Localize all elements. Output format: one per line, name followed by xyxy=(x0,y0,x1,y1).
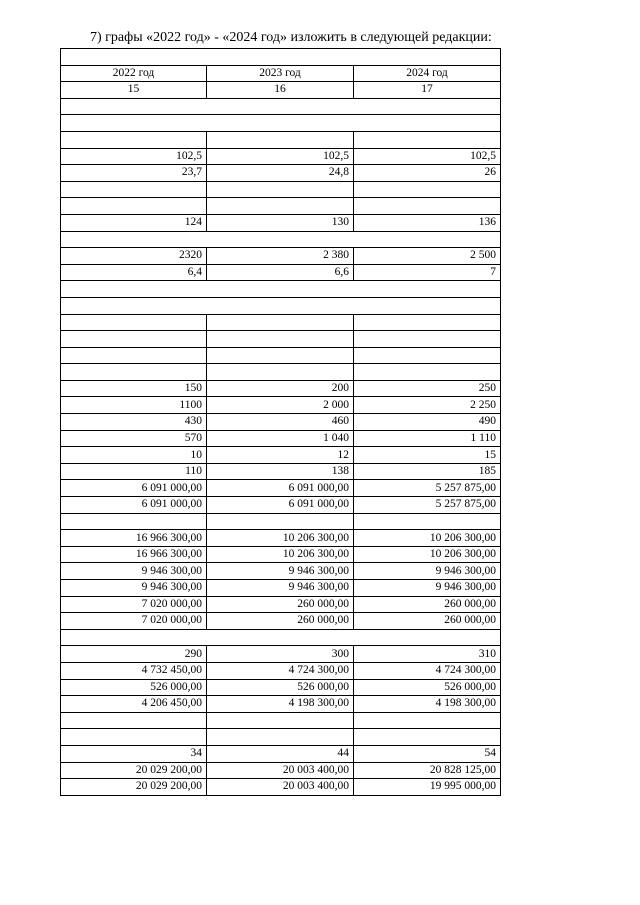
table-row xyxy=(61,497,501,514)
table-row xyxy=(61,131,501,148)
table-cell: 4 198 300,00 xyxy=(354,696,501,713)
table-cell: 6 091 000,00 xyxy=(207,480,354,497)
table-cell: 6 091 000,00 xyxy=(61,480,207,497)
table-row xyxy=(61,712,501,729)
table-cell: 6 091 000,00 xyxy=(207,497,354,514)
table-cell xyxy=(207,198,354,215)
table-cell: 15 xyxy=(61,82,207,99)
table-cell: 34 xyxy=(61,745,207,762)
table-row xyxy=(61,264,501,281)
table-cell xyxy=(61,131,207,148)
table-cell: 23,7 xyxy=(61,165,207,182)
table-row xyxy=(61,148,501,165)
table-cell: 570 xyxy=(61,430,207,447)
table-cell: 200 xyxy=(207,380,354,397)
table-cell xyxy=(61,513,207,530)
table-cell: 5 257 875,00 xyxy=(354,480,501,497)
table-cell: 250 xyxy=(354,380,501,397)
table-cell: 1100 xyxy=(61,397,207,414)
table-cell: 460 xyxy=(207,414,354,431)
table-cell: 9 946 300,00 xyxy=(354,580,501,597)
table-cell-merged xyxy=(61,297,501,314)
table-cell: 9 946 300,00 xyxy=(207,580,354,597)
table-row xyxy=(61,447,501,464)
table-cell: 24,8 xyxy=(207,165,354,182)
table-row xyxy=(61,613,501,630)
table-cell xyxy=(354,729,501,746)
table-cell: 310 xyxy=(354,646,501,663)
table-row xyxy=(61,248,501,265)
table-cell: 430 xyxy=(61,414,207,431)
table-cell: 260 000,00 xyxy=(207,596,354,613)
table-row xyxy=(61,513,501,530)
table-row xyxy=(61,679,501,696)
table-cell xyxy=(61,347,207,364)
table-row xyxy=(61,430,501,447)
table-cell: 2 380 xyxy=(207,248,354,265)
table-cell: 2 250 xyxy=(354,397,501,414)
table-cell: 136 xyxy=(354,214,501,231)
table-cell: 16 966 300,00 xyxy=(61,546,207,563)
table-row xyxy=(61,198,501,215)
table-cell: 300 xyxy=(207,646,354,663)
table-cell: 12 xyxy=(207,447,354,464)
table-cell: 19 995 000,00 xyxy=(354,779,501,796)
table-row xyxy=(61,646,501,663)
table-cell: 16 966 300,00 xyxy=(61,530,207,547)
table-cell-merged xyxy=(61,98,501,115)
table-row xyxy=(61,331,501,348)
table-cell: 20 003 400,00 xyxy=(207,779,354,796)
table-cell: 20 029 200,00 xyxy=(61,779,207,796)
table-cell: 2 500 xyxy=(354,248,501,265)
table-cell xyxy=(207,712,354,729)
table-cell xyxy=(354,347,501,364)
table-cell xyxy=(61,314,207,331)
table-cell xyxy=(207,364,354,381)
table-cell: 185 xyxy=(354,463,501,480)
table-cell: 4 206 450,00 xyxy=(61,696,207,713)
table-row xyxy=(61,165,501,182)
table-row xyxy=(61,281,501,298)
table-cell: 5 257 875,00 xyxy=(354,497,501,514)
table-cell: 102,5 xyxy=(207,148,354,165)
table-cell: 110 xyxy=(61,463,207,480)
table-cell: 6 091 000,00 xyxy=(61,497,207,514)
table-cell: 7 020 000,00 xyxy=(61,596,207,613)
table-cell xyxy=(207,513,354,530)
table-cell xyxy=(61,331,207,348)
table-row xyxy=(61,297,501,314)
table-cell: 16 xyxy=(207,82,354,99)
table-cell: 1 040 xyxy=(207,430,354,447)
table-cell: 4 198 300,00 xyxy=(207,696,354,713)
table-cell: 102,5 xyxy=(61,148,207,165)
table-cell: 9 946 300,00 xyxy=(207,563,354,580)
table-cell: 10 xyxy=(61,447,207,464)
table-cell xyxy=(207,729,354,746)
table-row xyxy=(61,779,501,796)
table-row xyxy=(61,65,501,82)
table-cell xyxy=(354,331,501,348)
table-cell xyxy=(354,314,501,331)
table-cell: 9 946 300,00 xyxy=(354,563,501,580)
table-cell xyxy=(207,181,354,198)
values-table-body xyxy=(61,49,501,796)
table-cell: 26 xyxy=(354,165,501,182)
table-row xyxy=(61,397,501,414)
table-row xyxy=(61,480,501,497)
table-cell xyxy=(354,364,501,381)
table-cell: 2023 год xyxy=(207,65,354,82)
table-cell: 54 xyxy=(354,745,501,762)
table-cell xyxy=(354,131,501,148)
table-cell: 4 732 450,00 xyxy=(61,662,207,679)
table-row xyxy=(61,530,501,547)
table-cell-merged xyxy=(61,49,501,66)
table-cell: 2320 xyxy=(61,248,207,265)
table-cell: 260 000,00 xyxy=(354,613,501,630)
table-row xyxy=(61,696,501,713)
table-cell xyxy=(207,314,354,331)
table-cell xyxy=(207,331,354,348)
document-heading: 7) графы «2022 год» - «2024 год» изложить в следующей редакции: xyxy=(90,30,492,45)
table-cell xyxy=(61,181,207,198)
table-cell: 102,5 xyxy=(354,148,501,165)
table-row xyxy=(61,214,501,231)
table-cell: 526 000,00 xyxy=(354,679,501,696)
table-row xyxy=(61,364,501,381)
table-cell: 44 xyxy=(207,745,354,762)
table-cell: 526 000,00 xyxy=(61,679,207,696)
table-cell: 10 206 300,00 xyxy=(354,546,501,563)
table-cell xyxy=(354,513,501,530)
table-row xyxy=(61,546,501,563)
table-cell: 10 206 300,00 xyxy=(207,530,354,547)
table-cell: 2022 год xyxy=(61,65,207,82)
table-cell: 9 946 300,00 xyxy=(61,563,207,580)
table-cell-merged xyxy=(61,281,501,298)
table-row xyxy=(61,729,501,746)
table-cell: 2 000 xyxy=(207,397,354,414)
table-cell xyxy=(354,198,501,215)
table-cell: 6,4 xyxy=(61,264,207,281)
table-cell: 526 000,00 xyxy=(207,679,354,696)
table-cell-merged xyxy=(61,231,501,248)
table-row xyxy=(61,314,501,331)
table-cell xyxy=(354,712,501,729)
table-row xyxy=(61,662,501,679)
table-cell xyxy=(354,181,501,198)
table-cell-merged xyxy=(61,629,501,646)
table-cell: 290 xyxy=(61,646,207,663)
table-cell xyxy=(61,364,207,381)
table-row xyxy=(61,49,501,66)
table-row xyxy=(61,98,501,115)
table-cell: 138 xyxy=(207,463,354,480)
table-cell xyxy=(207,131,354,148)
table-cell: 20 828 125,00 xyxy=(354,762,501,779)
table-cell xyxy=(61,729,207,746)
table-cell: 9 946 300,00 xyxy=(61,580,207,597)
table-cell xyxy=(207,347,354,364)
table-cell: 20 029 200,00 xyxy=(61,762,207,779)
table-cell: 10 206 300,00 xyxy=(354,530,501,547)
table-cell-merged xyxy=(61,115,501,132)
table-cell: 6,6 xyxy=(207,264,354,281)
table-cell: 10 206 300,00 xyxy=(207,546,354,563)
table-row xyxy=(61,347,501,364)
table-cell xyxy=(61,198,207,215)
table-cell: 260 000,00 xyxy=(354,596,501,613)
table-cell xyxy=(61,712,207,729)
table-row xyxy=(61,115,501,132)
table-cell: 17 xyxy=(354,82,501,99)
table-cell: 20 003 400,00 xyxy=(207,762,354,779)
table-cell: 260 000,00 xyxy=(207,613,354,630)
table-cell: 1 110 xyxy=(354,430,501,447)
table-row xyxy=(61,231,501,248)
table-cell: 490 xyxy=(354,414,501,431)
table-row xyxy=(61,380,501,397)
table-cell: 2024 год xyxy=(354,65,501,82)
table-cell: 4 724 300,00 xyxy=(207,662,354,679)
table-cell: 4 724 300,00 xyxy=(354,662,501,679)
table-row xyxy=(61,463,501,480)
table-row xyxy=(61,596,501,613)
table-row xyxy=(61,762,501,779)
table-row xyxy=(61,414,501,431)
table-row xyxy=(61,580,501,597)
values-table xyxy=(60,48,501,796)
table-cell: 150 xyxy=(61,380,207,397)
table-row xyxy=(61,745,501,762)
table-cell: 130 xyxy=(207,214,354,231)
table-row xyxy=(61,629,501,646)
table-cell: 7 020 000,00 xyxy=(61,613,207,630)
table-cell: 7 xyxy=(354,264,501,281)
table-row xyxy=(61,181,501,198)
table-cell: 15 xyxy=(354,447,501,464)
table-row xyxy=(61,82,501,99)
table-row xyxy=(61,563,501,580)
table-cell: 124 xyxy=(61,214,207,231)
